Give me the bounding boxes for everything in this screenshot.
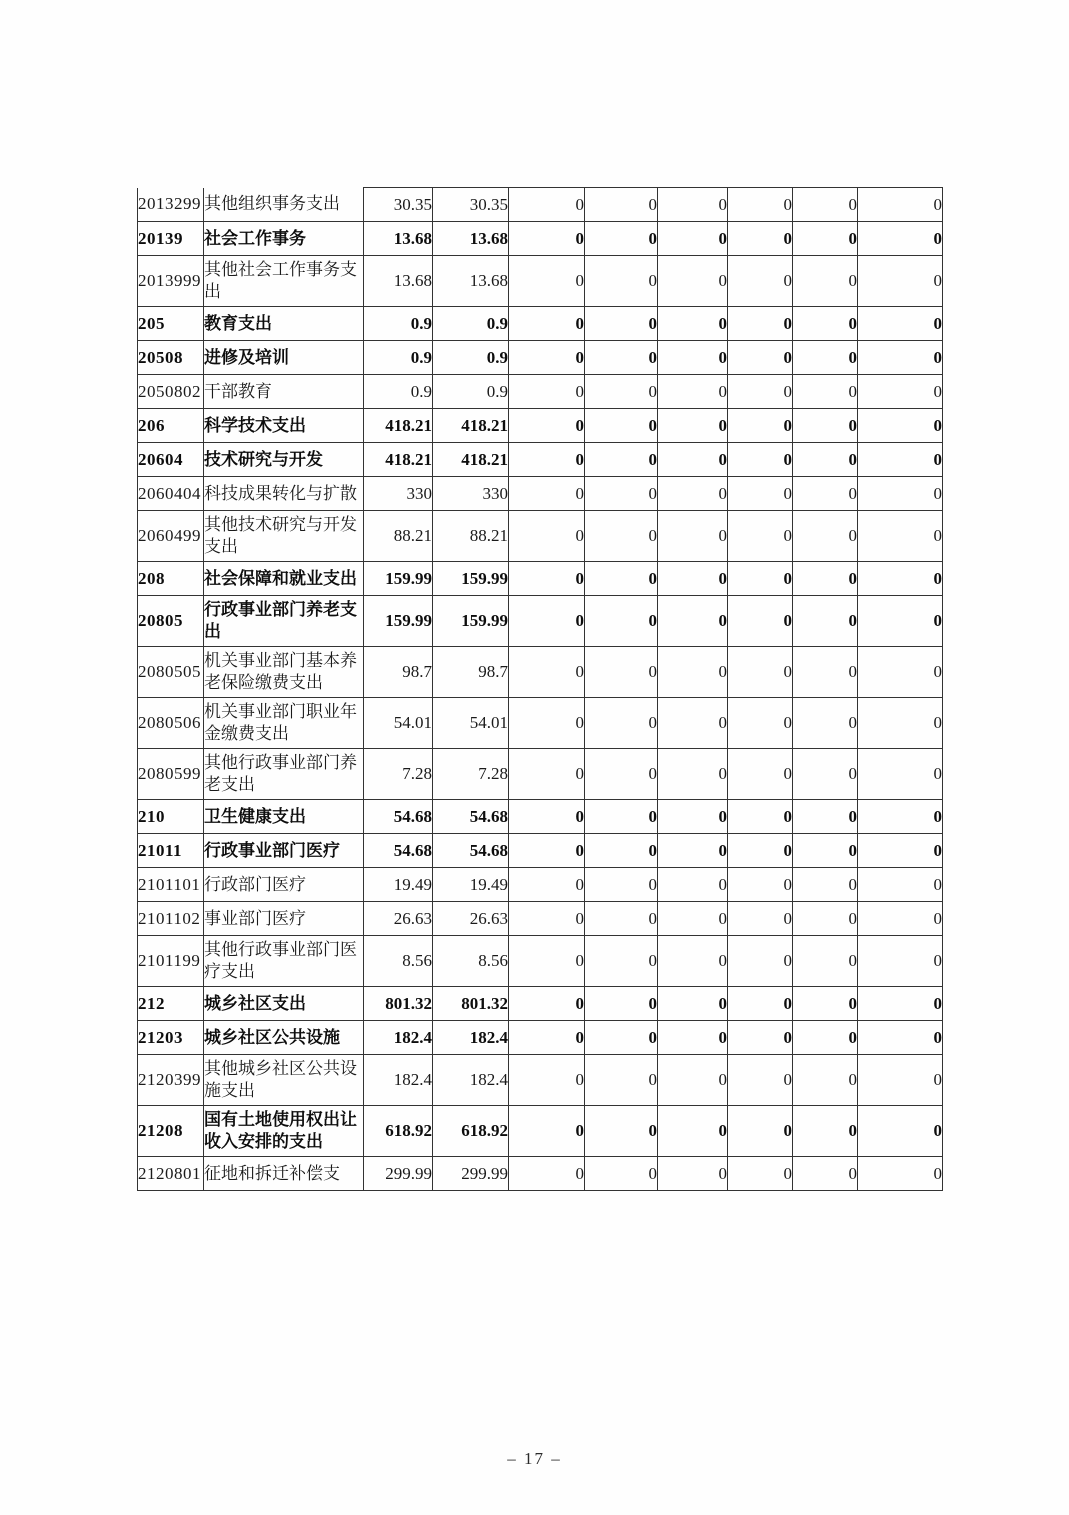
cell-name: 社会工作事务 <box>204 222 364 256</box>
cell-value: 0 <box>728 562 793 596</box>
cell-value: 0 <box>658 596 728 647</box>
cell-value: 0 <box>728 1157 793 1191</box>
page-number: – 17 – <box>507 1449 562 1468</box>
cell-name: 科学技术支出 <box>204 409 364 443</box>
cell-value: 54.68 <box>433 800 509 834</box>
cell-value: 0 <box>658 375 728 409</box>
cell-name: 卫生健康支出 <box>204 800 364 834</box>
cell-name: 国有土地使用权出让收入安排的支出 <box>204 1106 364 1157</box>
cell-value: 0 <box>728 902 793 936</box>
cell-value: 0 <box>509 902 585 936</box>
cell-value: 0 <box>858 936 943 987</box>
cell-value: 0 <box>585 800 658 834</box>
cell-name: 其他社会工作事务支出 <box>204 256 364 307</box>
cell-value: 0 <box>658 256 728 307</box>
cell-value: 0 <box>658 511 728 562</box>
cell-value: 30.35 <box>364 188 433 222</box>
cell-value: 0 <box>858 834 943 868</box>
cell-code: 21203 <box>138 1021 204 1055</box>
cell-value: 0 <box>658 222 728 256</box>
cell-value: 0 <box>858 188 943 222</box>
table-row <box>138 834 943 868</box>
cell-value: 0 <box>509 375 585 409</box>
cell-code: 20805 <box>138 596 204 647</box>
cell-value: 0 <box>658 698 728 749</box>
cell-value: 0 <box>858 749 943 800</box>
table-row <box>138 1157 943 1191</box>
cell-name: 行政部门医疗 <box>204 868 364 902</box>
cell-value: 0 <box>509 443 585 477</box>
cell-value: 0 <box>858 256 943 307</box>
cell-value: 0 <box>858 477 943 511</box>
cell-value: 159.99 <box>364 596 433 647</box>
cell-value: 0 <box>728 409 793 443</box>
cell-value: 0 <box>658 307 728 341</box>
cell-value: 0 <box>585 868 658 902</box>
cell-value: 0 <box>658 749 728 800</box>
cell-value: 0 <box>793 341 858 375</box>
cell-value: 0 <box>509 222 585 256</box>
cell-value: 0 <box>858 902 943 936</box>
cell-value: 330 <box>364 477 433 511</box>
cell-value: 618.92 <box>433 1106 509 1157</box>
cell-name: 干部教育 <box>204 375 364 409</box>
table-row <box>138 341 943 375</box>
cell-value: 159.99 <box>433 562 509 596</box>
cell-value: 330 <box>433 477 509 511</box>
cell-value: 0 <box>793 443 858 477</box>
cell-value: 0 <box>858 511 943 562</box>
cell-value: 418.21 <box>364 443 433 477</box>
cell-code: 2080599 <box>138 749 204 800</box>
cell-value: 0 <box>509 1157 585 1191</box>
cell-value: 0 <box>658 1055 728 1106</box>
cell-value: 0 <box>728 375 793 409</box>
cell-name: 其他行政事业部门养老支出 <box>204 749 364 800</box>
table-row <box>138 1021 943 1055</box>
table-row <box>138 936 943 987</box>
cell-code: 2120801 <box>138 1157 204 1191</box>
cell-value: 54.68 <box>364 800 433 834</box>
cell-value: 0 <box>858 987 943 1021</box>
cell-value: 0 <box>658 834 728 868</box>
cell-value: 8.56 <box>364 936 433 987</box>
cell-value: 0 <box>658 409 728 443</box>
cell-value: 0 <box>658 647 728 698</box>
cell-name: 城乡社区支出 <box>204 987 364 1021</box>
cell-value: 26.63 <box>364 902 433 936</box>
cell-value: 8.56 <box>433 936 509 987</box>
cell-code: 2101101 <box>138 868 204 902</box>
cell-value: 0 <box>585 256 658 307</box>
cell-name: 其他行政事业部门医疗支出 <box>204 936 364 987</box>
cell-value: 0 <box>658 902 728 936</box>
table-row <box>138 375 943 409</box>
cell-value: 0 <box>858 409 943 443</box>
cell-value: 0 <box>858 647 943 698</box>
table-row <box>138 409 943 443</box>
table-row <box>138 562 943 596</box>
cell-value: 801.32 <box>364 987 433 1021</box>
cell-name: 行政事业部门养老支出 <box>204 596 364 647</box>
cell-value: 0 <box>658 868 728 902</box>
table-row <box>138 511 943 562</box>
cell-value: 0 <box>858 375 943 409</box>
cell-value: 0 <box>793 511 858 562</box>
cell-value: 54.01 <box>364 698 433 749</box>
cell-value: 0 <box>509 1055 585 1106</box>
cell-value: 0 <box>793 936 858 987</box>
cell-value: 0 <box>793 902 858 936</box>
cell-value: 0 <box>858 596 943 647</box>
table-row <box>138 868 943 902</box>
cell-value: 0 <box>658 443 728 477</box>
cell-code: 20508 <box>138 341 204 375</box>
cell-value: 0 <box>585 409 658 443</box>
cell-value: 801.32 <box>433 987 509 1021</box>
cell-value: 0 <box>509 1106 585 1157</box>
cell-name: 技术研究与开发 <box>204 443 364 477</box>
table-row <box>138 188 943 222</box>
cell-value: 0 <box>728 188 793 222</box>
cell-value: 26.63 <box>433 902 509 936</box>
table-row <box>138 307 943 341</box>
cell-value: 0 <box>509 936 585 987</box>
cell-value: 0 <box>793 596 858 647</box>
cell-code: 205 <box>138 307 204 341</box>
table-row <box>138 1055 943 1106</box>
cell-value: 0 <box>509 868 585 902</box>
cell-value: 0 <box>793 307 858 341</box>
cell-value: 0 <box>585 698 658 749</box>
cell-value: 0 <box>793 1055 858 1106</box>
cell-value: 0 <box>793 868 858 902</box>
cell-value: 0 <box>658 800 728 834</box>
cell-value: 0 <box>793 749 858 800</box>
budget-table <box>137 187 943 1191</box>
cell-value: 0 <box>509 749 585 800</box>
cell-value: 0 <box>728 341 793 375</box>
cell-value: 0 <box>509 409 585 443</box>
cell-value: 0 <box>509 698 585 749</box>
cell-value: 0 <box>728 698 793 749</box>
cell-value: 0 <box>509 596 585 647</box>
cell-value: 0 <box>728 443 793 477</box>
cell-value: 0 <box>728 868 793 902</box>
table-row <box>138 477 943 511</box>
cell-value: 0 <box>509 834 585 868</box>
cell-value: 0 <box>728 834 793 868</box>
cell-value: 0 <box>793 188 858 222</box>
cell-name: 进修及培训 <box>204 341 364 375</box>
cell-code: 210 <box>138 800 204 834</box>
cell-value: 0 <box>509 341 585 375</box>
cell-value: 0 <box>509 800 585 834</box>
cell-value: 0 <box>509 987 585 1021</box>
cell-code: 21208 <box>138 1106 204 1157</box>
table-row <box>138 902 943 936</box>
cell-value: 0 <box>658 1106 728 1157</box>
cell-name: 其他城乡社区公共设施支出 <box>204 1055 364 1106</box>
cell-value: 0 <box>509 647 585 698</box>
cell-value: 13.68 <box>433 222 509 256</box>
cell-code: 2101102 <box>138 902 204 936</box>
cell-value: 13.68 <box>364 222 433 256</box>
cell-name: 其他组织事务支出 <box>204 188 364 222</box>
cell-value: 0 <box>658 477 728 511</box>
cell-value: 0 <box>658 341 728 375</box>
cell-value: 0 <box>585 375 658 409</box>
table-row <box>138 443 943 477</box>
cell-name: 城乡社区公共设施 <box>204 1021 364 1055</box>
cell-name: 科技成果转化与扩散 <box>204 477 364 511</box>
cell-value: 0 <box>585 511 658 562</box>
cell-name: 社会保障和就业支出 <box>204 562 364 596</box>
cell-code: 2060404 <box>138 477 204 511</box>
cell-value: 0 <box>585 307 658 341</box>
cell-value: 0 <box>658 188 728 222</box>
cell-value: 0.9 <box>364 375 433 409</box>
cell-value: 0 <box>509 1021 585 1055</box>
cell-value: 54.68 <box>433 834 509 868</box>
cell-name: 事业部门医疗 <box>204 902 364 936</box>
cell-value: 0 <box>658 1157 728 1191</box>
cell-value: 159.99 <box>433 596 509 647</box>
cell-value: 0 <box>728 1021 793 1055</box>
cell-value: 0.9 <box>433 307 509 341</box>
cell-value: 0 <box>793 1157 858 1191</box>
cell-value: 0 <box>728 1055 793 1106</box>
cell-value: 0 <box>858 341 943 375</box>
cell-code: 21011 <box>138 834 204 868</box>
cell-value: 30.35 <box>433 188 509 222</box>
table-row <box>138 698 943 749</box>
cell-value: 0 <box>585 1021 658 1055</box>
cell-value: 0 <box>585 1106 658 1157</box>
cell-code: 2060499 <box>138 511 204 562</box>
cell-value: 0 <box>858 868 943 902</box>
cell-value: 182.4 <box>433 1021 509 1055</box>
cell-value: 7.28 <box>364 749 433 800</box>
cell-value: 0.9 <box>364 307 433 341</box>
cell-value: 0.9 <box>433 341 509 375</box>
cell-value: 0 <box>728 1106 793 1157</box>
table-row <box>138 800 943 834</box>
cell-value: 0 <box>585 596 658 647</box>
cell-value: 0 <box>585 477 658 511</box>
cell-value: 0 <box>509 477 585 511</box>
cell-value: 0 <box>858 1021 943 1055</box>
cell-name: 机关事业部门职业年金缴费支出 <box>204 698 364 749</box>
cell-value: 0 <box>585 341 658 375</box>
table-row <box>138 222 943 256</box>
cell-value: 0 <box>509 511 585 562</box>
cell-name: 其他技术研究与开发支出 <box>204 511 364 562</box>
cell-value: 19.49 <box>364 868 433 902</box>
cell-value: 0 <box>728 749 793 800</box>
cell-value: 418.21 <box>433 443 509 477</box>
cell-code: 2120399 <box>138 1055 204 1106</box>
cell-value: 0 <box>658 562 728 596</box>
cell-value: 0 <box>509 256 585 307</box>
cell-value: 19.49 <box>433 868 509 902</box>
cell-code: 212 <box>138 987 204 1021</box>
cell-value: 0 <box>585 647 658 698</box>
cell-code: 2013999 <box>138 256 204 307</box>
cell-value: 0 <box>793 477 858 511</box>
cell-value: 0 <box>858 443 943 477</box>
cell-value: 0 <box>858 307 943 341</box>
cell-code: 2101199 <box>138 936 204 987</box>
cell-code: 2080506 <box>138 698 204 749</box>
cell-code: 208 <box>138 562 204 596</box>
cell-value: 0.9 <box>433 375 509 409</box>
cell-value: 0 <box>728 307 793 341</box>
cell-value: 0 <box>585 1055 658 1106</box>
cell-value: 0 <box>728 936 793 987</box>
cell-value: 0 <box>728 987 793 1021</box>
cell-code: 20139 <box>138 222 204 256</box>
cell-value: 0 <box>585 562 658 596</box>
cell-value: 98.7 <box>433 647 509 698</box>
table-row <box>138 596 943 647</box>
cell-code: 2050802 <box>138 375 204 409</box>
cell-value: 54.68 <box>364 834 433 868</box>
cell-code: 2013299 <box>138 188 204 222</box>
table-row <box>138 256 943 307</box>
cell-value: 0 <box>585 749 658 800</box>
cell-value: 0 <box>793 375 858 409</box>
table-row <box>138 1106 943 1157</box>
cell-value: 299.99 <box>364 1157 433 1191</box>
cell-value: 0 <box>585 902 658 936</box>
table-row <box>138 749 943 800</box>
cell-value: 418.21 <box>433 409 509 443</box>
cell-value: 98.7 <box>364 647 433 698</box>
cell-value: 618.92 <box>364 1106 433 1157</box>
cell-value: 0 <box>793 987 858 1021</box>
cell-name: 征地和拆迁补偿支 <box>204 1157 364 1191</box>
table-row <box>138 647 943 698</box>
cell-value: 0 <box>585 222 658 256</box>
cell-value: 0 <box>728 596 793 647</box>
cell-value: 0 <box>793 647 858 698</box>
cell-value: 0 <box>509 188 585 222</box>
cell-value: 0 <box>793 256 858 307</box>
cell-value: 13.68 <box>364 256 433 307</box>
cell-value: 0 <box>658 1021 728 1055</box>
cell-value: 88.21 <box>433 511 509 562</box>
cell-value: 0 <box>658 936 728 987</box>
cell-value: 0 <box>793 409 858 443</box>
cell-value: 0 <box>658 987 728 1021</box>
cell-value: 0 <box>585 834 658 868</box>
cell-value: 0 <box>858 800 943 834</box>
cell-value: 0 <box>858 1157 943 1191</box>
cell-value: 0 <box>728 647 793 698</box>
cell-value: 0 <box>793 800 858 834</box>
cell-value: 0 <box>509 307 585 341</box>
cell-value: 0 <box>728 222 793 256</box>
cell-value: 0 <box>793 1106 858 1157</box>
cell-value: 0 <box>585 987 658 1021</box>
cell-value: 0 <box>793 222 858 256</box>
cell-value: 0 <box>858 698 943 749</box>
cell-code: 20604 <box>138 443 204 477</box>
cell-value: 0 <box>728 511 793 562</box>
cell-value: 54.01 <box>433 698 509 749</box>
cell-value: 299.99 <box>433 1157 509 1191</box>
cell-name: 行政事业部门医疗 <box>204 834 364 868</box>
cell-value: 0 <box>858 222 943 256</box>
cell-value: 182.4 <box>433 1055 509 1106</box>
cell-name: 教育支出 <box>204 307 364 341</box>
cell-value: 0 <box>793 562 858 596</box>
cell-value: 0 <box>728 800 793 834</box>
cell-value: 0.9 <box>364 341 433 375</box>
cell-value: 0 <box>858 562 943 596</box>
cell-value: 7.28 <box>433 749 509 800</box>
cell-value: 0 <box>585 443 658 477</box>
cell-value: 0 <box>793 698 858 749</box>
cell-value: 182.4 <box>364 1021 433 1055</box>
cell-value: 159.99 <box>364 562 433 596</box>
cell-value: 0 <box>858 1055 943 1106</box>
table-row <box>138 987 943 1021</box>
cell-value: 88.21 <box>364 511 433 562</box>
cell-value: 0 <box>585 1157 658 1191</box>
cell-name: 机关事业部门基本养老保险缴费支出 <box>204 647 364 698</box>
cell-value: 0 <box>793 834 858 868</box>
cell-value: 0 <box>509 562 585 596</box>
cell-value: 0 <box>858 1106 943 1157</box>
cell-value: 0 <box>793 1021 858 1055</box>
cell-value: 0 <box>585 188 658 222</box>
cell-value: 0 <box>585 936 658 987</box>
cell-code: 2080505 <box>138 647 204 698</box>
cell-value: 0 <box>728 477 793 511</box>
cell-code: 206 <box>138 409 204 443</box>
cell-value: 182.4 <box>364 1055 433 1106</box>
cell-value: 418.21 <box>364 409 433 443</box>
budget-table-body <box>138 188 943 1191</box>
cell-value: 13.68 <box>433 256 509 307</box>
cell-value: 0 <box>728 256 793 307</box>
